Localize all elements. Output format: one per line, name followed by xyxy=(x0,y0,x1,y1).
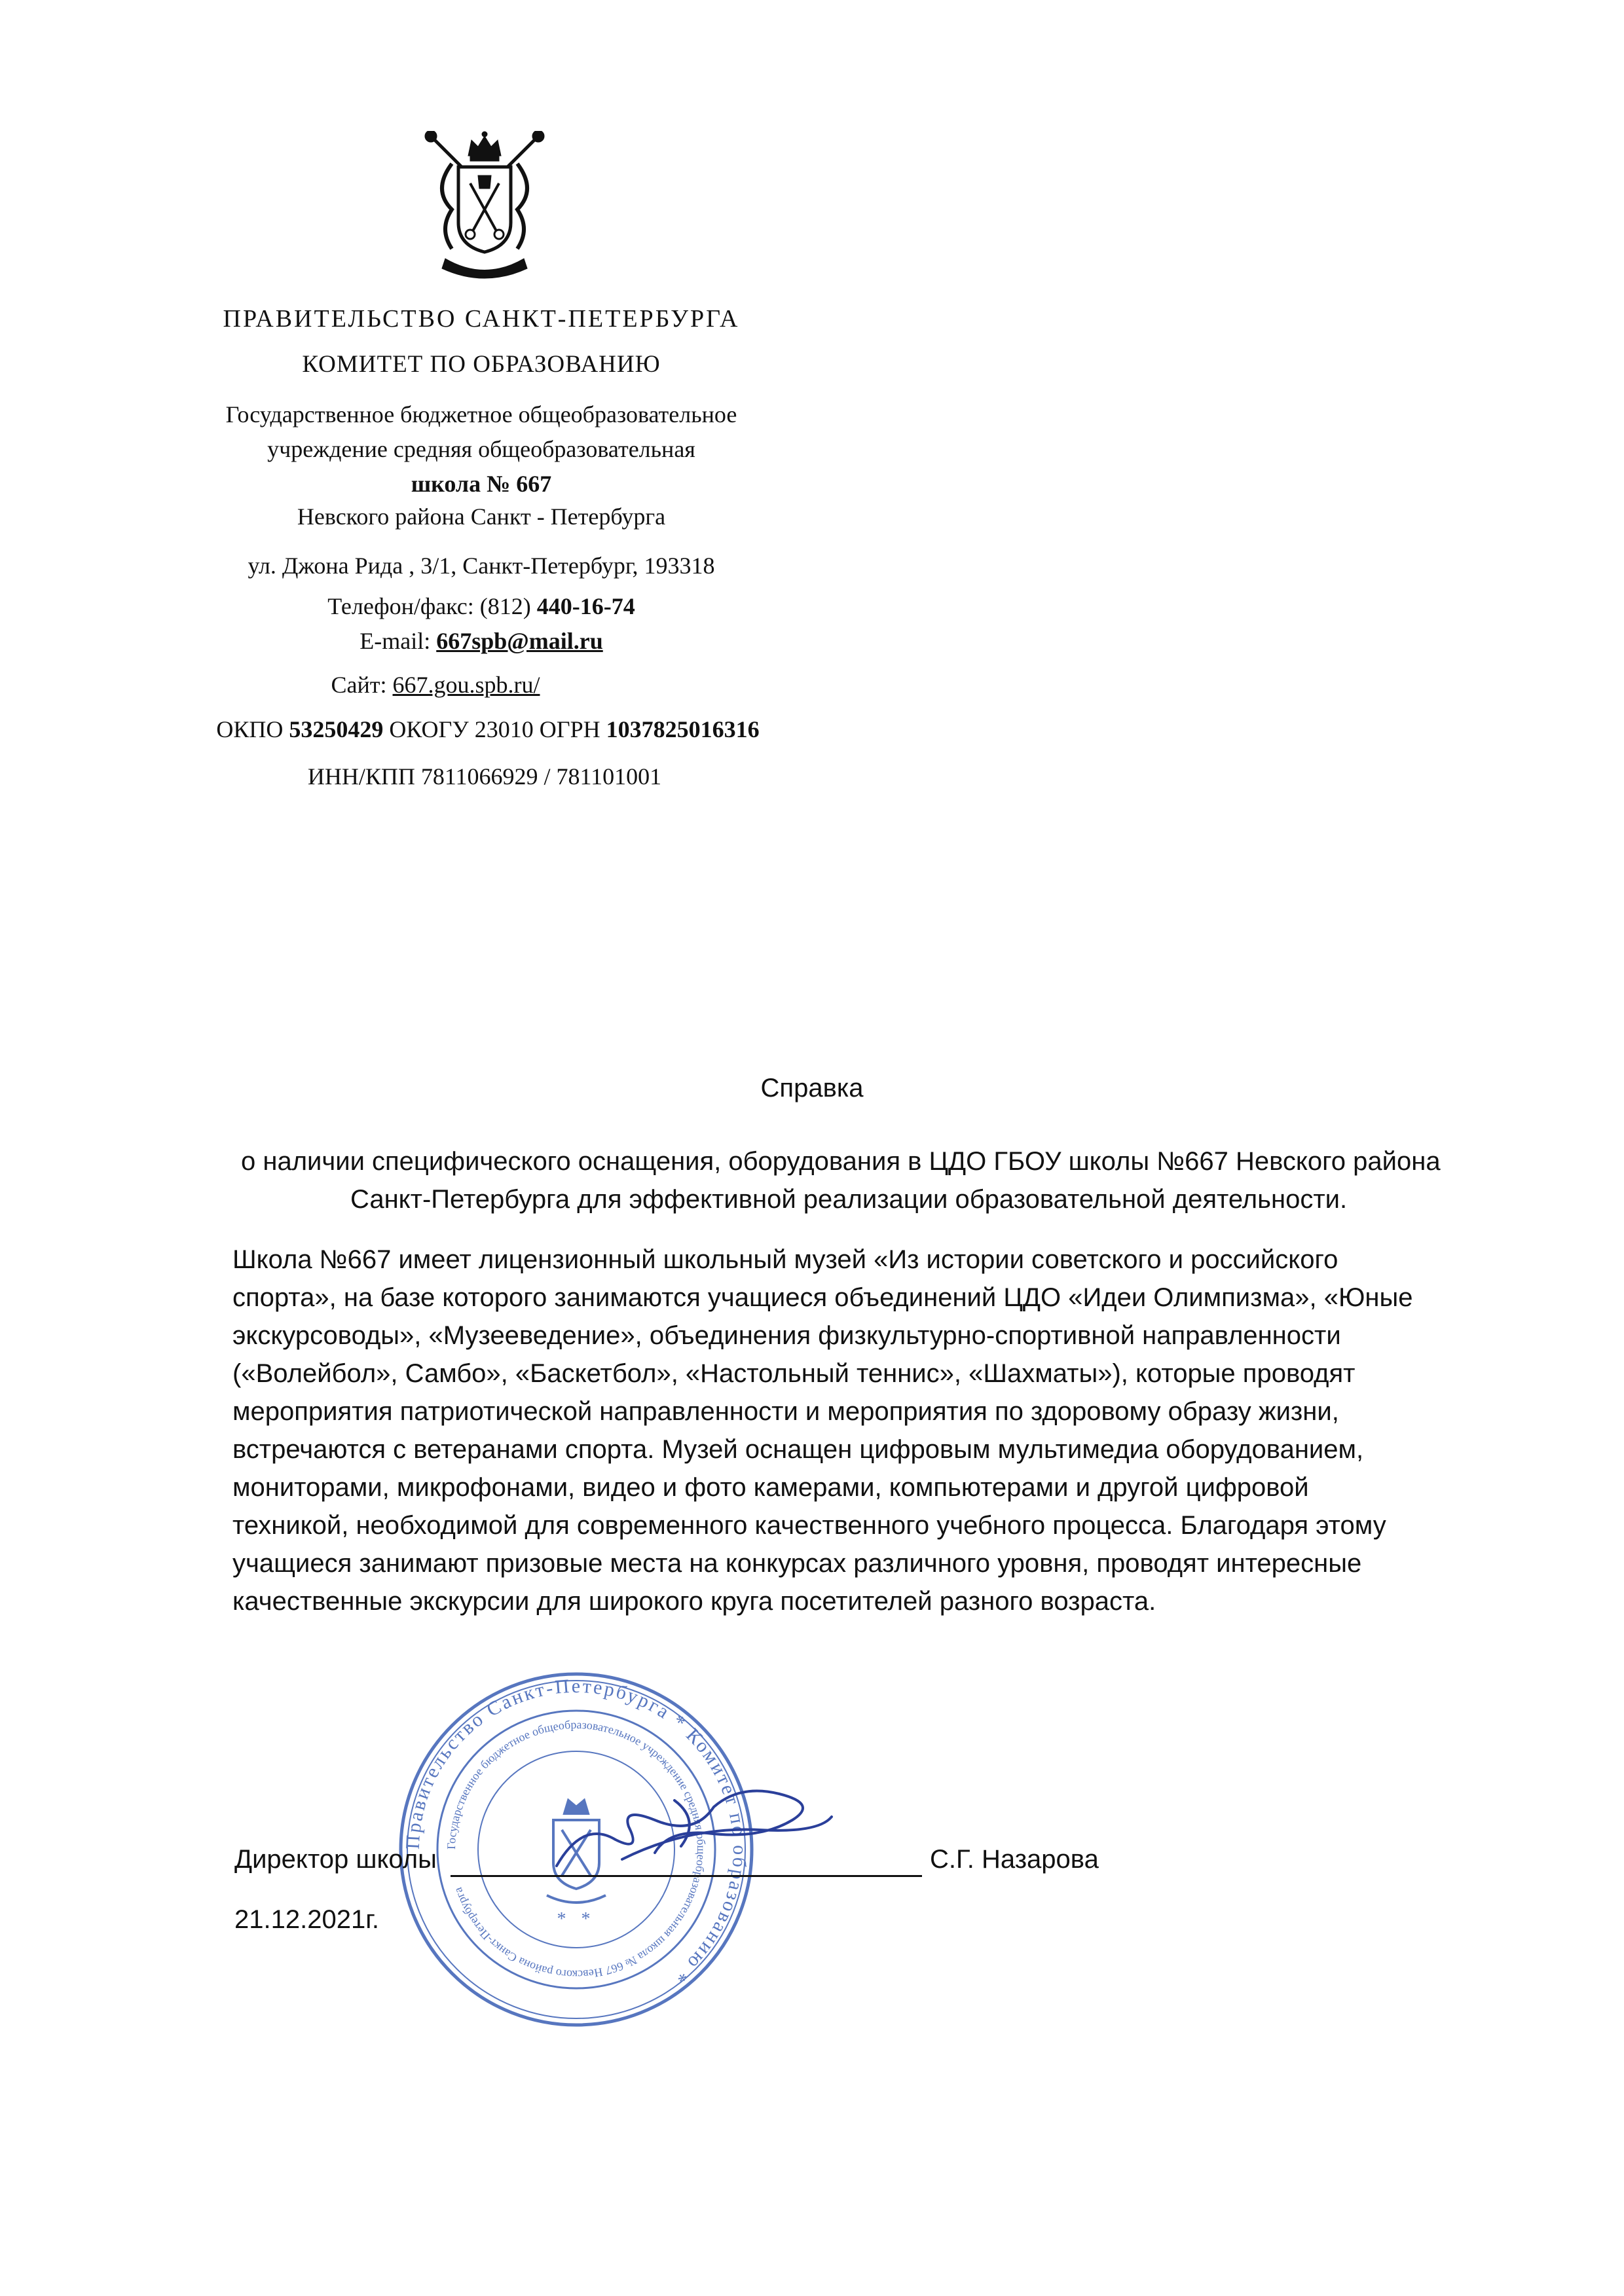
body-line: качественные экскурсии для широкого круга посетителей разного возраста. xyxy=(232,1587,1156,1616)
director-name: С.Г. Назарова xyxy=(930,1845,1099,1874)
government-name: ПРАВИТЕЛЬСТВО САНКТ-ПЕТЕРБУРГА xyxy=(223,305,740,333)
address: ул. Джона Рида , 3/1, Санкт-Петербург, 193318 xyxy=(248,553,715,579)
institution-line-1: Государственное бюджетное общеобразовательное xyxy=(225,401,737,428)
body-line: мероприятия патриотической направленности и мероприятия по здоровому образу жизни, xyxy=(232,1397,1339,1426)
body-line: учащиеся занимают призовые места на конкурсах различного уровня, проводят интересные xyxy=(232,1549,1362,1578)
body-line: экскурсоводы», «Музееведение», объединения физкультурно-спортивной направленности xyxy=(232,1321,1341,1350)
document-subtitle-line-2: Санкт-Петербурга для эффективной реализации образовательной деятельности. xyxy=(350,1185,1348,1214)
email-link[interactable]: 667spb@mail.ru xyxy=(436,628,603,654)
document-subtitle-line-1: о наличии специфического оснащения, оборудования в ЦДО ГБОУ школы №667 Невского района xyxy=(241,1147,1441,1176)
site-line xyxy=(331,671,540,699)
phone-value: 440-16-74 xyxy=(536,593,635,619)
okpo-label: ОКПО xyxy=(216,716,289,742)
document-date: 21.12.2021г. xyxy=(234,1905,380,1934)
okogu-ogrn-label: ОКОГУ 23010 ОГРН xyxy=(383,716,606,742)
body-line: техникой, необходимой для современного качественного учебного процесса. Благодаря этому xyxy=(232,1511,1386,1540)
inn-kpp: ИНН/КПП 7811066929 / 781101001 xyxy=(307,763,662,790)
stamp-inner-text: Государственное бюджетное общеобразовательное учреждение средняя общеобразовательная школа № 667 Невского района Санкт-Петербурга xyxy=(444,1717,709,1982)
committee-name: КОМИТЕТ ПО ОБРАЗОВАНИЮ xyxy=(302,351,661,378)
spb-coat-of-arms-icon xyxy=(406,131,563,282)
document-body xyxy=(232,1241,1477,1620)
body-line: Школа №667 имеет лицензионный школьный музей «Из истории советского и российского xyxy=(232,1245,1338,1274)
ogrn-value: 1037825016316 xyxy=(606,716,760,742)
phone-line xyxy=(327,592,635,620)
email-line xyxy=(360,627,603,655)
okpo-value: 53250429 xyxy=(289,716,384,742)
institution-line-2: учреждение средняя общеобразовательная xyxy=(267,436,695,462)
school-number: школа № 667 xyxy=(411,471,552,497)
site-link[interactable]: 667.gou.spb.ru/ xyxy=(392,672,540,698)
body-line: встречаются с ветеранами спорта. Музей оснащен цифровым мультимедиа оборудованием, xyxy=(232,1435,1364,1464)
stamp-outer-text: Правительство Санкт-Петербурга * Комитет по образованию * xyxy=(401,1675,751,1988)
signature-line xyxy=(451,1875,922,1877)
district: Невского района Санкт - Петербурга xyxy=(297,503,666,530)
email-label: E-mail: xyxy=(360,628,437,654)
signature-position: Директор школы xyxy=(234,1845,437,1874)
document-title: Справка xyxy=(760,1074,864,1102)
body-line: мониторами, микрофонами, видео и фото камерами, компьютерами и другой цифровой xyxy=(232,1473,1309,1502)
phone-label: Телефон/факс: (812) xyxy=(327,593,537,619)
svg-text:* *: * * xyxy=(557,1909,596,1929)
director-signature xyxy=(544,1781,845,1886)
registration-codes xyxy=(216,716,759,743)
body-line: спорта», на базе которого занимаются учащиеся объединений ЦДО «Идеи Олимпизма», «Юные xyxy=(232,1283,1413,1312)
site-label: Сайт: xyxy=(331,672,393,698)
body-line: («Волейбол», Самбо», «Баскетбол», «Настольный теннис», «Шахматы»), которые проводят xyxy=(232,1359,1356,1388)
